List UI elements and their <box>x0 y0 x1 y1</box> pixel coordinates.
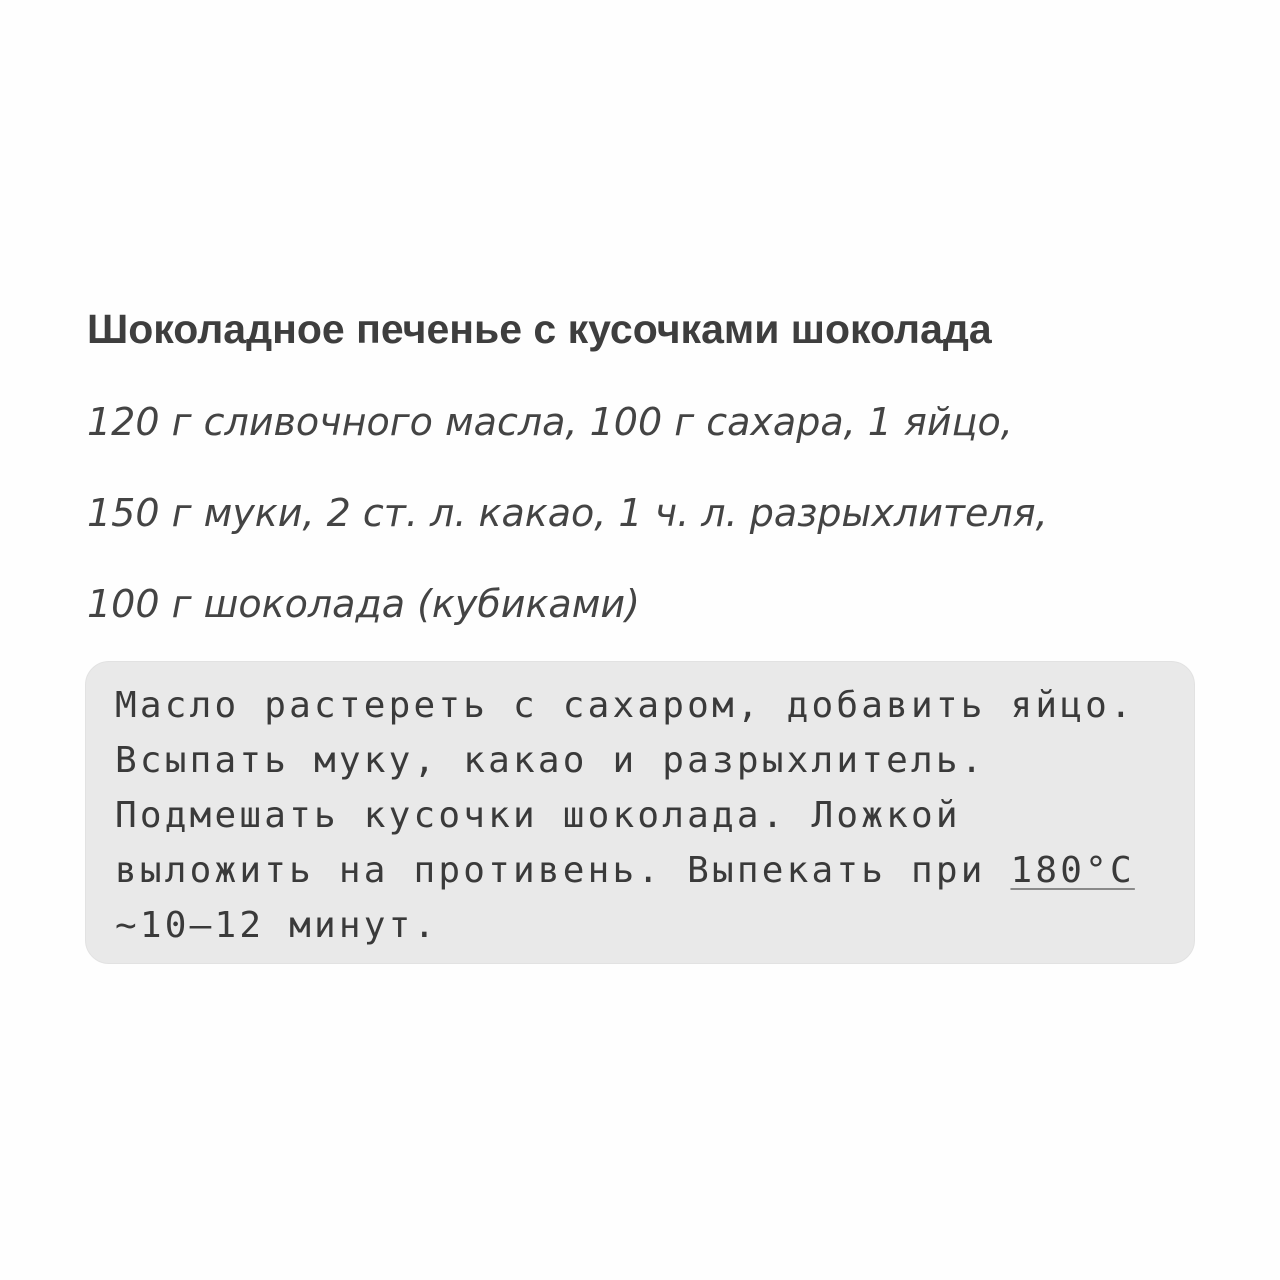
temperature-link[interactable]: 180°C <box>1010 850 1135 891</box>
method-line-2: Всыпать муку, какао и разрыхлитель. <box>115 740 986 781</box>
method-line-4 <box>115 849 1135 893</box>
method-line-5: ~10—12 минут. <box>115 905 439 946</box>
ingredients-line-1: 120 г сливочного масла, 100 г сахара, 1 яйцо, <box>87 400 1013 444</box>
method-line-4-text: выложить на противень. Выпекать при <box>115 850 1011 891</box>
ingredients-line-3: 100 г шоколада (кубиками) <box>87 582 640 626</box>
method-code-block <box>85 661 1195 964</box>
recipe-title: Шоколадное печенье с кусочками шоколада <box>87 306 992 352</box>
method-line-3: Подмешать кусочки шоколада. Ложкой <box>115 795 961 836</box>
ingredients-line-2: 150 г муки, 2 ст. л. какао, 1 ч. л. разрыхлителя, <box>87 491 1048 535</box>
method-line-1: Масло растереть с сахаром, добавить яйцо. <box>115 685 1135 726</box>
